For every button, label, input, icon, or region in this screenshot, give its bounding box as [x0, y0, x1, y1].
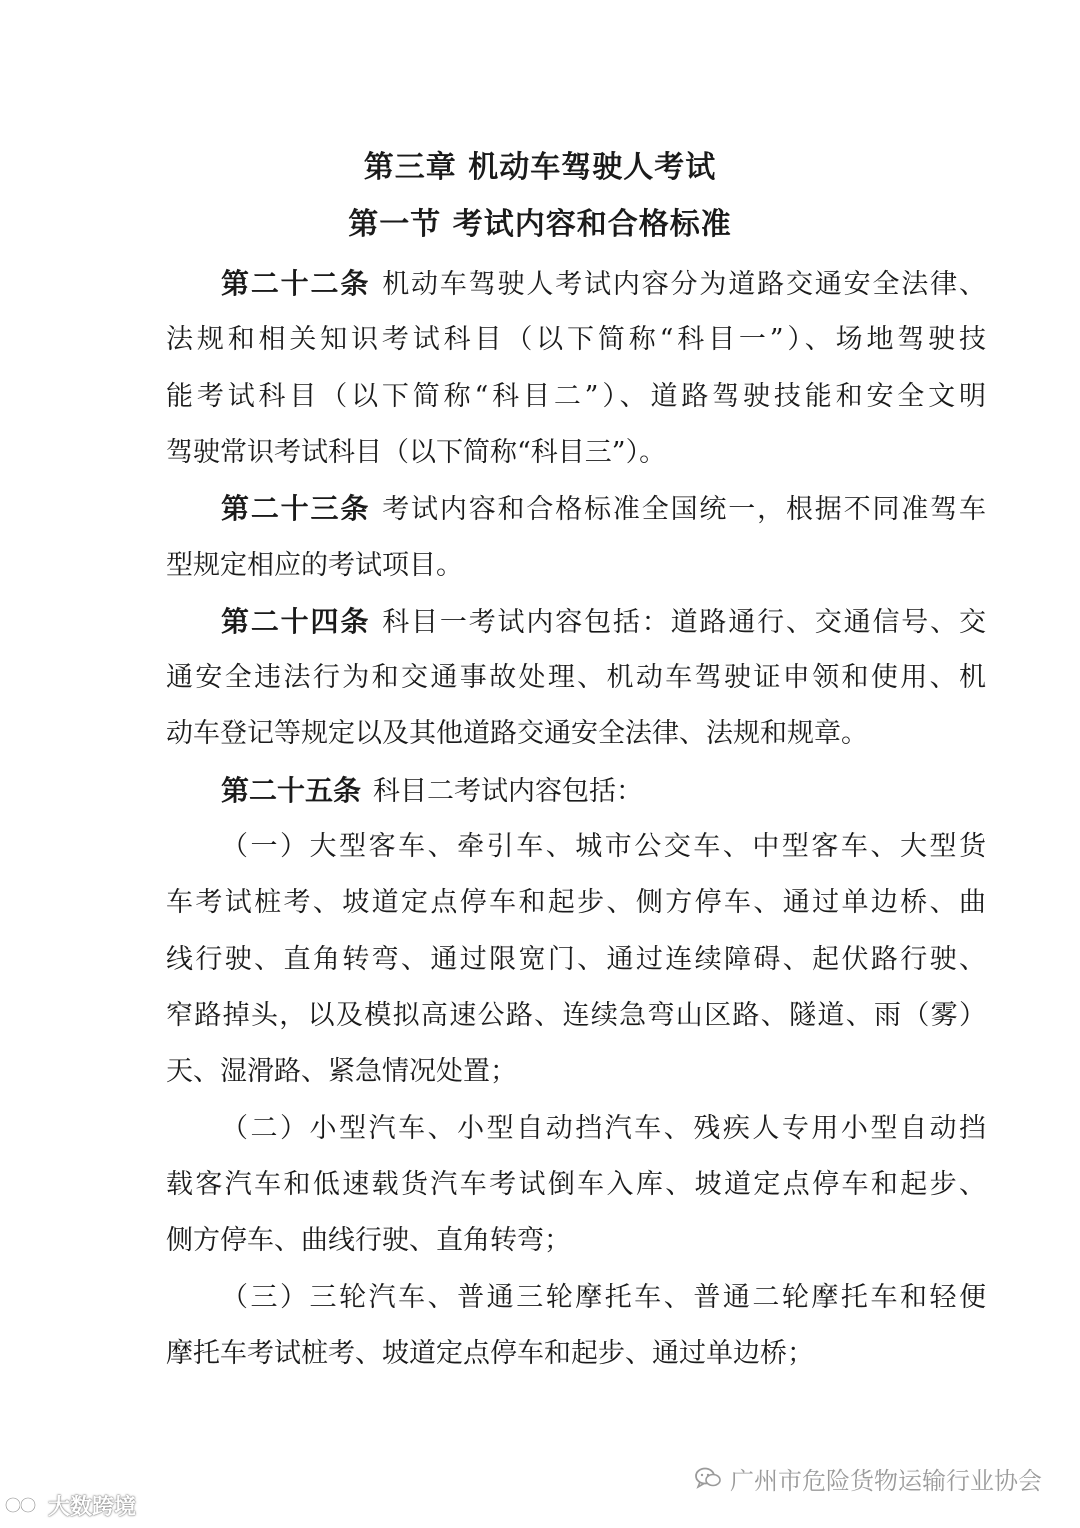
item-2-line-3: 侧方停车、曲线行驶、直角转弯；	[166, 1225, 571, 1256]
article-25-number: 第二十五条	[221, 774, 362, 807]
item-3-line-1: （三）三轮汽车、普通三轮摩托车、普通二轮摩托车和轻便	[221, 1282, 986, 1313]
article-23-line-1	[221, 489, 986, 529]
article-24-line-2: 通安全违法行为和交通事故处理、机动车驾驶证申领和使用、机	[166, 662, 986, 693]
article-22-line-4: 驾驶常识考试科目（以下简称“科目三”）。	[166, 437, 667, 468]
article-23-text-1: 考试内容和合格标准全国统一，根据不同准驾车	[382, 494, 986, 525]
item-1-line-4: 窄路掉头，以及模拟高速公路、连续急弯山区路、隧道、雨（雾）	[166, 1000, 986, 1031]
item-1-line-1: （一）大型客车、牵引车、城市公交车、中型客车、大型货	[221, 831, 986, 862]
article-22-line-1	[221, 264, 986, 304]
article-22-line-2: 法规和相关知识考试科目（以下简称“科目一”）、场地驾驶技	[166, 324, 986, 355]
article-24-text-1: 科目一考试内容包括：道路通行、交通信号、交	[382, 607, 986, 638]
wechat-source-watermark	[694, 1458, 1042, 1498]
item-1-line-2: 车考试桩考、坡道定点停车和起步、侧方停车、通过单边桥、曲	[166, 887, 986, 918]
item-1-line-5: 天、湿滑路、紧急情况处置；	[166, 1056, 517, 1087]
logo-icon	[4, 1494, 44, 1516]
section-title: 第一节 考试内容和合格标准	[348, 207, 732, 242]
article-24-line-3: 动车登记等规定以及其他道路交通安全法律、法规和规章。	[166, 718, 868, 749]
item-2-line-1: （二）小型汽车、小型自动挡汽车、残疾人专用小型自动挡	[221, 1113, 986, 1144]
site-watermark-text: 大数跨境	[48, 1494, 137, 1520]
wechat-source-text: 广州市危险货物运输行业协会	[730, 1466, 1042, 1495]
article-24-number: 第二十四条	[221, 605, 371, 638]
article-25-line-1	[221, 771, 986, 811]
article-23-number: 第二十三条	[221, 492, 371, 525]
wechat-icon	[694, 1466, 722, 1490]
article-22-line-3: 能考试科目（以下简称“科目二”）、道路驾驶技能和安全文明	[166, 381, 986, 412]
article-22-text-1: 机动车驾驶人考试内容分为道路交通安全法律、	[382, 269, 986, 300]
article-24-line-1	[221, 602, 986, 642]
article-25-text-1: 科目二考试内容包括：	[373, 776, 644, 807]
chapter-title: 第三章 机动车驾驶人考试	[363, 150, 717, 185]
article-23-line-2: 型规定相应的考试项目。	[166, 550, 463, 581]
item-2-line-2: 载客汽车和低速载货汽车考试倒车入库、坡道定点停车和起步、	[166, 1169, 986, 1200]
item-1-line-3: 线行驶、直角转弯、通过限宽门、通过连续障碍、起伏路行驶、	[166, 944, 986, 975]
item-3-line-2: 摩托车考试桩考、坡道定点停车和起步、通过单边桥；	[166, 1338, 814, 1369]
article-22-number: 第二十二条	[221, 267, 371, 300]
site-watermark	[4, 1488, 136, 1522]
